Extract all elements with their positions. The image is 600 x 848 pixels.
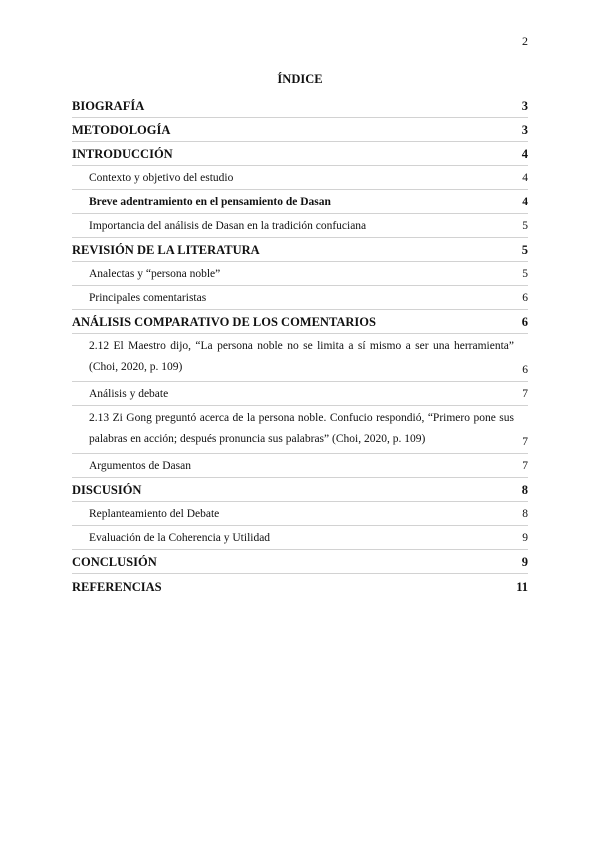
toc-entry-2-12[interactable] (72, 334, 528, 382)
toc-entry-label: Contexto y objetivo del estudio (89, 172, 234, 184)
toc-entry-page: 6 (521, 315, 528, 329)
toc-entry-label: 2.13 Zi Gong preguntó acerca de la persona noble. Confucio respondió, “Primero pone sus palabras en acción; después pronuncia sus palabras” (Choi, 2020, p. 109) (89, 412, 514, 445)
toc-entry-page: 5 (521, 243, 528, 257)
toc-entry-label: METODOLOGÍA (72, 123, 171, 137)
toc-entry-referencias[interactable] (72, 574, 528, 598)
toc-entry-analisis-debate[interactable] (72, 382, 528, 406)
toc-entry-label: REVISIÓN DE LA LITERATURA (72, 243, 260, 257)
toc-entry-label: CONCLUSIÓN (72, 555, 157, 569)
toc-entry-page: 6 (522, 364, 528, 376)
toc-entry-page: 4 (522, 172, 528, 184)
toc-entry-2-13[interactable] (72, 406, 528, 454)
toc-entry-page: 4 (522, 196, 528, 208)
toc-entry-label: Argumentos de Dasan (89, 460, 191, 472)
toc-entry-page: 5 (522, 268, 528, 280)
toc-entry-replanteamiento[interactable] (72, 502, 528, 526)
toc-entry-discusion[interactable] (72, 478, 528, 502)
toc-entry-page: 9 (522, 532, 528, 544)
toc-entry-importancia[interactable] (72, 214, 528, 238)
toc-entry-analisis-comparativo[interactable] (72, 310, 528, 334)
toc-entry-label: Analectas y “persona noble” (89, 268, 221, 280)
toc-entry-revision[interactable] (72, 238, 528, 262)
toc-entry-metodologia[interactable] (72, 118, 528, 142)
toc-entry-label: INTRODUCCIÓN (72, 147, 173, 161)
toc-entry-conclusion[interactable] (72, 550, 528, 574)
toc-entry-label: REFERENCIAS (72, 580, 162, 594)
toc-entry-page: 9 (521, 555, 528, 569)
page-number: 2 (522, 34, 528, 48)
toc-title: ÍNDICE (277, 72, 323, 86)
toc-entry-label: Principales comentaristas (89, 292, 207, 304)
toc-entry-page: 7 (522, 460, 528, 472)
toc-entry-introduccion[interactable] (72, 142, 528, 166)
toc-entry-page: 7 (522, 436, 528, 448)
toc-entry-breve-adentramiento[interactable] (72, 190, 528, 214)
toc-entry-label: Análisis y debate (89, 388, 169, 400)
toc-entry-contexto[interactable] (72, 166, 528, 190)
toc-entry-page: 11 (516, 580, 528, 594)
toc-entry-page: 8 (521, 483, 528, 497)
toc-entry-label: ANÁLISIS COMPARATIVO DE LOS COMENTARIOS (72, 315, 376, 329)
toc-entry-label: DISCUSIÓN (72, 483, 142, 497)
toc-entry-page: 5 (522, 220, 528, 232)
toc-entry-evaluacion[interactable] (72, 526, 528, 550)
toc-entry-argumentos[interactable] (72, 454, 528, 478)
toc-entry-comentaristas[interactable] (72, 286, 528, 310)
toc-entry-label: 2.12 El Maestro dijo, “La persona noble no se limita a sí mismo a ser una herramienta” (Choi, 2020, p. 109) (89, 340, 514, 373)
table-of-contents (72, 94, 528, 598)
toc-entry-page: 7 (522, 388, 528, 400)
toc-entry-label: Replanteamiento del Debate (89, 508, 220, 520)
toc-entry-page: 4 (521, 147, 528, 161)
toc-entry-label: BIOGRAFÍA (72, 99, 145, 113)
toc-entry-analectas[interactable] (72, 262, 528, 286)
toc-entry-page: 3 (521, 99, 528, 113)
toc-entry-biografia[interactable] (72, 94, 528, 118)
toc-entry-page: 3 (521, 123, 528, 137)
toc-entry-page: 6 (522, 292, 528, 304)
toc-entry-label: Evaluación de la Coherencia y Utilidad (89, 532, 271, 544)
toc-entry-label: Importancia del análisis de Dasan en la tradición confuciana (89, 220, 367, 232)
toc-entry-label: Breve adentramiento en el pensamiento de Dasan (89, 196, 331, 208)
toc-entry-page: 8 (522, 508, 528, 520)
